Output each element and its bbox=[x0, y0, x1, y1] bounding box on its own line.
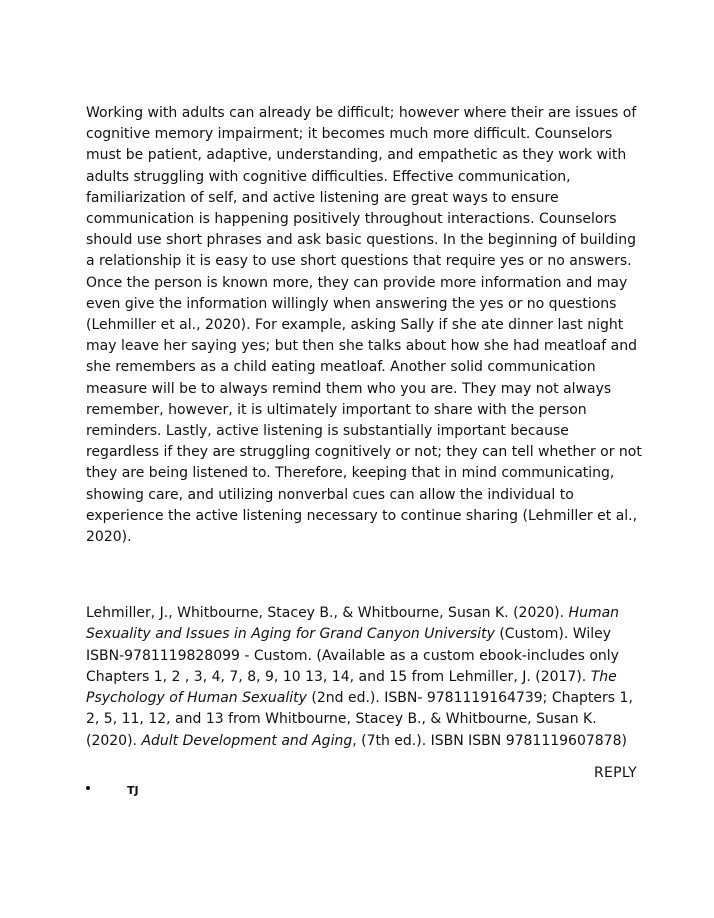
post-body: Working with adults can already be difficult; however where their are issues of cognitive memory impairment; it becomes much more difficult. Counselors must be patient, adaptive, understanding, and empathetic as they work with adults struggling with cognitive difficulties. Effective communication, familiarization of self, and active listening are great ways to ensure communication is happening positively throughout interactions. Counselors should use short phrases and ask basic questions. In the beginning of building a relationship it is easy to use short questions that require yes or no answers. Once the person is known more, they can provide more information and may even give the information willingly when answering the yes or no questions (Lehmiller et al., 2020). For example, asking Sally if she ate dinner last night may leave her saying yes; but then she talks about how she had meatloaf and she remembers as a child eating meatloaf. Another solid communication measure will be to always remind them who you are. They may not always remember, however, it is ultimately important to share with the person reminders. Lastly, active listening is substantially important because regardless if they are struggling cognitively or not; they can tell whether or not they are being listened to. Therefore, keeping that in mind communicating, showing care, and utilizing nonverbal cues can allow the individual to experience the active listening necessary to continue sharing (Lehmiller et al., 2020). bbox=[86, 105, 642, 546]
reference-text: (2nd ed.). ISBN- 9781119164739; Chapters 1, 2, 5, 11, 12, and 13 from Whitbourne, Stacey B., & Whitbourne, Susan K. (2020). bbox=[86, 690, 633, 749]
reference-text: Lehmiller, J., Whitbourne, Stacey B., & Whitbourne, Susan K. (2020). bbox=[86, 605, 569, 621]
reference-citation bbox=[86, 603, 642, 752]
reference-title: Human Sexuality and Issues in Aging for Grand Canyon University bbox=[86, 605, 620, 643]
reference-text: , (7th ed.). ISBN ISBN 9781119607878) bbox=[352, 732, 627, 749]
reference-title: The Psychology of Human Sexuality bbox=[86, 668, 617, 707]
reply-button[interactable]: REPLY bbox=[593, 765, 637, 781]
comment-author[interactable]: TJ bbox=[127, 784, 139, 797]
reference-text: (Custom). Wiley ISBN-9781119828099 - Custom. (Available as a custom ebook-includes only Chapters 1, 2 , 3, 4, 7, 8, 9, 10 13, 14, and 15 from Lehmiller, J. (2017). bbox=[86, 626, 619, 685]
reference-title: Adult Development and Aging bbox=[141, 732, 353, 749]
bullet-icon bbox=[86, 786, 90, 790]
